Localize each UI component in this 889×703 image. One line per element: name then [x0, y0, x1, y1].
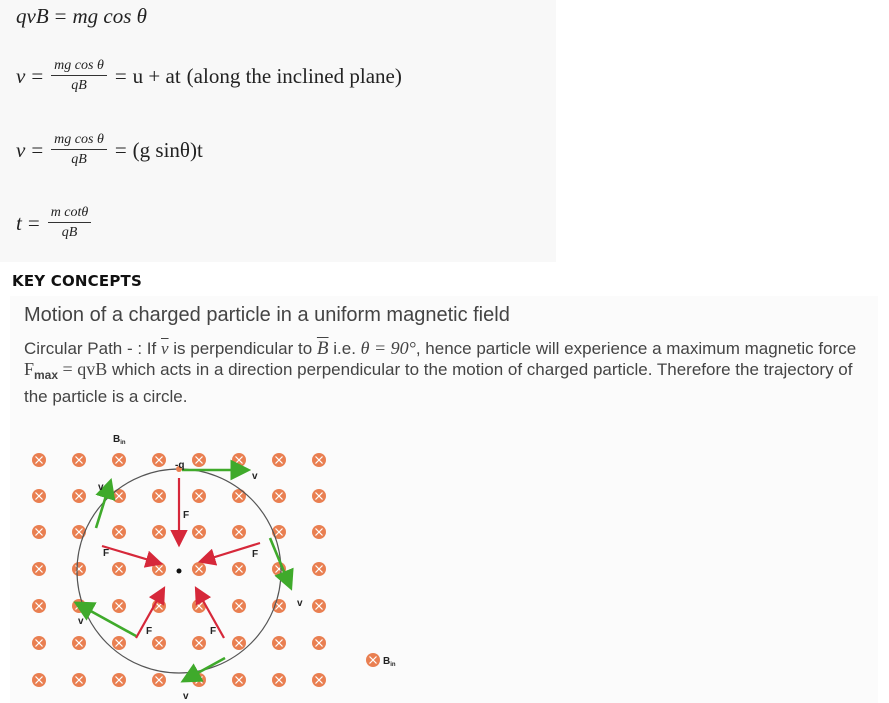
field-into-page-icon: [312, 636, 326, 650]
field-into-page-icon: [112, 525, 126, 539]
field-into-page-icon: [232, 562, 246, 576]
field-into-page-icon: [232, 636, 246, 650]
field-into-page-icon: [192, 489, 206, 503]
field-into-page-icon: [112, 673, 126, 687]
section-heading: KEY CONCEPTS: [12, 272, 142, 290]
field-into-page-icon: [152, 636, 166, 650]
field-into-page-icon: [32, 562, 46, 576]
velocity-arrows: [78, 470, 290, 680]
eq2-numerator: mg cos θ: [51, 58, 107, 76]
field-into-page-icon: [272, 673, 286, 687]
concept-title: Motion of a charged particle in a uniform magnetic field: [24, 304, 510, 326]
field-into-page-icon: [272, 599, 286, 613]
p-label: Circular Path - : If: [24, 339, 157, 358]
field-into-page-icon: [272, 453, 286, 467]
p-F: F: [24, 359, 35, 379]
field-into-page-icon: [366, 653, 380, 667]
field-into-page-icon: [32, 673, 46, 687]
p-mid2: , hence particle will experience a maximum magnetic force: [415, 339, 857, 358]
velocity-label-top: v: [252, 471, 258, 482]
field-into-page-icon: [232, 453, 246, 467]
field-into-page-icon: [72, 562, 86, 576]
field-into-page-icon: [152, 673, 166, 687]
field-into-page-icon: [192, 453, 206, 467]
field-into-page-icon: [152, 453, 166, 467]
velocity-label-bottom: v: [183, 691, 189, 702]
eq2-denominator: qB: [71, 78, 87, 93]
eq3-numerator: mg cos θ: [51, 132, 107, 150]
eq3-lhs: v: [16, 137, 26, 162]
field-into-page-icon: [152, 489, 166, 503]
p-B-vector: $\overline{B}$: [316, 338, 329, 359]
velocity-arrow-left: [78, 604, 136, 636]
field-into-page-icon: [72, 453, 86, 467]
force-label-left: F: [103, 548, 110, 559]
p-ie: i.e.: [328, 339, 361, 358]
legend-label: $B_{in}$: [383, 656, 396, 668]
eq4-lhs: t: [16, 210, 22, 235]
field-into-page-icon: [112, 489, 126, 503]
equation-3: v = $\frac{\text{mg cos θ}}{qB}$ = (g sinθ)t: [16, 132, 203, 167]
field-into-page-icon: [272, 489, 286, 503]
equation-1: qvB = mg cos θ: [16, 4, 147, 28]
field-into-page-icon: [312, 562, 326, 576]
field-into-page-icon: [32, 489, 46, 503]
field-into-page-icon: [112, 636, 126, 650]
field-into-page-icon: [272, 636, 286, 650]
concept-paragraph: [24, 338, 880, 407]
field-into-page-icon: [152, 525, 166, 539]
field-into-page-icon: [232, 525, 246, 539]
field-into-page-icon: [72, 673, 86, 687]
field-into-page-icon: [232, 673, 246, 687]
field-into-page-icon: [232, 489, 246, 503]
field-into-page-icon: [72, 525, 86, 539]
field-into-page-icon: [72, 636, 86, 650]
eq2-fraction: [51, 58, 107, 94]
p-angle: θ = 90°: [360, 338, 416, 358]
eq3-fraction: [51, 132, 107, 168]
field-into-page-icon: [312, 525, 326, 539]
force-arrow-left: [102, 546, 159, 563]
charge-label: -q: [175, 460, 185, 471]
eq2-note: (along the inclined plane): [186, 63, 402, 88]
field-into-page-icon: [312, 453, 326, 467]
eq1-rhs: mg cos θ: [72, 4, 147, 28]
equation-4: t = $\frac{\text{m cotθ}}{qB}$: [16, 205, 93, 241]
p-v-vector: $\overline{v}$: [161, 339, 169, 358]
field-into-page-icon: [152, 562, 166, 576]
field-into-page-icon: [112, 453, 126, 467]
equation-2: v = $\frac{\text{mg cos θ}}{qB}$ = u + at (along the inclined plane): [16, 58, 402, 93]
p-F-value: = qvB: [58, 359, 108, 379]
field-into-page-icon: [32, 636, 46, 650]
eq4-fraction: [48, 205, 92, 241]
eq2-rhs: u + at: [132, 63, 181, 88]
field-into-page-icon: [192, 562, 206, 576]
eq3-rhs: (g sinθ)t: [132, 137, 203, 162]
eq4-denominator: qB: [61, 225, 78, 240]
field-into-page-icon: [192, 525, 206, 539]
field-into-page-icon: [32, 453, 46, 467]
field-into-page-icon: [312, 599, 326, 613]
field-into-page-icon: [112, 562, 126, 576]
eq2-lhs: v: [16, 63, 26, 88]
eq4-numerator: m cotθ: [48, 205, 92, 223]
equations-panel: [0, 0, 556, 262]
velocity-arrow-right: [270, 538, 290, 586]
field-into-page-icon: [32, 525, 46, 539]
velocity-label-ul: v: [98, 482, 104, 493]
legend-dot: [366, 653, 380, 667]
field-into-page-icon: [312, 489, 326, 503]
force-label-br: F: [210, 626, 217, 637]
force-label-top: F: [183, 510, 190, 521]
b-label: $B_{in}$: [113, 434, 126, 446]
field-into-page-icon: [232, 599, 246, 613]
field-into-page-icon: [32, 599, 46, 613]
velocity-label-right: v: [297, 598, 303, 609]
field-into-page-icon: [312, 673, 326, 687]
field-into-page-icon: [72, 489, 86, 503]
velocity-label-left: v: [78, 616, 84, 627]
field-into-page-icon: [192, 636, 206, 650]
force-label-bl: F: [146, 626, 153, 637]
force-label-right: F: [252, 549, 259, 560]
field-into-page-icon: [112, 599, 126, 613]
p-mid1: is perpendicular to: [168, 339, 317, 358]
field-into-page-icon: [272, 525, 286, 539]
eq3-denominator: qB: [71, 152, 87, 167]
p-end: which acts in a direction perpendicular to the motion of charged particle. Therefore the trajectory of the particle is a circle.: [24, 360, 853, 406]
magnetic-field-diagram: [20, 428, 420, 703]
p-F-sub: max: [34, 368, 59, 382]
center-point: [177, 569, 182, 574]
eq1-lhs: qvB: [16, 4, 49, 28]
